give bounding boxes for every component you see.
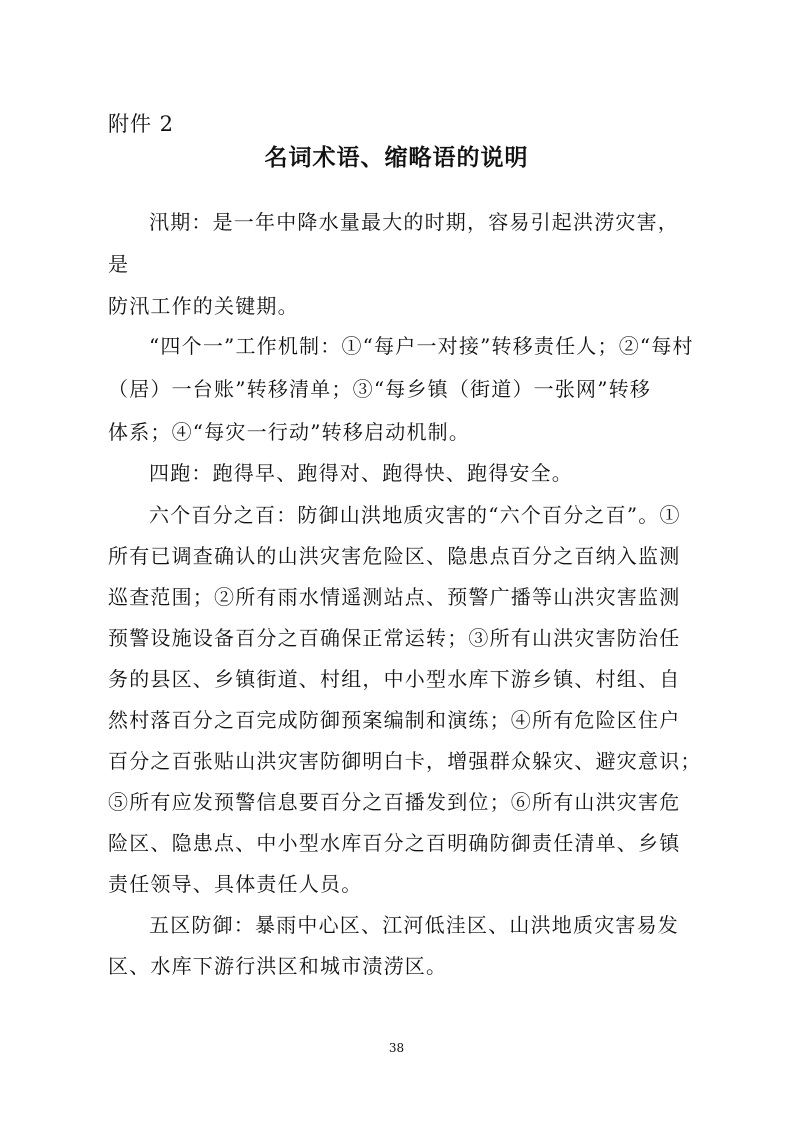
page-number: 38	[388, 1041, 405, 1055]
paragraph-line: 六个百分之百：防御山洪地质灾害的“六个百分之百”。①	[149, 503, 681, 527]
paragraph-line: 五区防御：暴雨中心区、江河低洼区、山洪地质灾害易发	[149, 913, 679, 937]
paragraph-line: “四个一”工作机制：①“每户一对接”转移责任人；②“每村	[149, 334, 694, 358]
paragraph-line: 责任领导、具体责任人员。	[108, 872, 363, 896]
paragraph-line: （居）一台账”转移清单；③“每乡镇（街道）一张网”转移	[108, 377, 652, 401]
paragraph-line: 体系；④“每灾一行动”转移启动机制。	[108, 420, 471, 444]
paragraph-line: 是	[108, 252, 130, 276]
paragraph-line: 预警设施设备百分之百确保正常运转；③所有山洪灾害防治任	[108, 626, 681, 650]
paragraph-line: 区、水库下游行洪区和城市渍涝区。	[108, 954, 448, 978]
attachment-label: 附件 2	[108, 112, 175, 136]
paragraph-line: 巡查范围；②所有雨水情遥测站点、预警广播等山洪灾害监测	[108, 585, 681, 609]
paragraph-line: 所有已调查确认的山洪灾害危险区、隐患点百分之百纳入监测	[108, 544, 681, 568]
paragraph-line: 险区、隐患点、中小型水库百分之百明确防御责任清单、乡镇	[108, 831, 681, 855]
document-title: 名词术语、缩略语的说明	[264, 144, 529, 171]
paragraph-line: 百分之百张贴山洪灾害防御明白卡，增强群众躲灾、避灾意识；	[108, 749, 702, 773]
paragraph-line: 然村落百分之百完成防御预案编制和演练；④所有危险区住户	[108, 708, 681, 732]
paragraph-line: 务的县区、乡镇街道、村组，中小型水库下游乡镇、村组、自	[108, 667, 681, 691]
paragraph-line: ⑤所有应发预警信息要百分之百播发到位；⑥所有山洪灾害危	[108, 790, 681, 814]
paragraph-line: 汛期：是一年中降水量最大的时期，容易引起洪涝灾害，	[149, 210, 679, 234]
paragraph-line: 四跑：跑得早、跑得对、跑得快、跑得安全。	[149, 461, 573, 485]
paragraph-line: 防汛工作的关键期。	[108, 294, 299, 318]
